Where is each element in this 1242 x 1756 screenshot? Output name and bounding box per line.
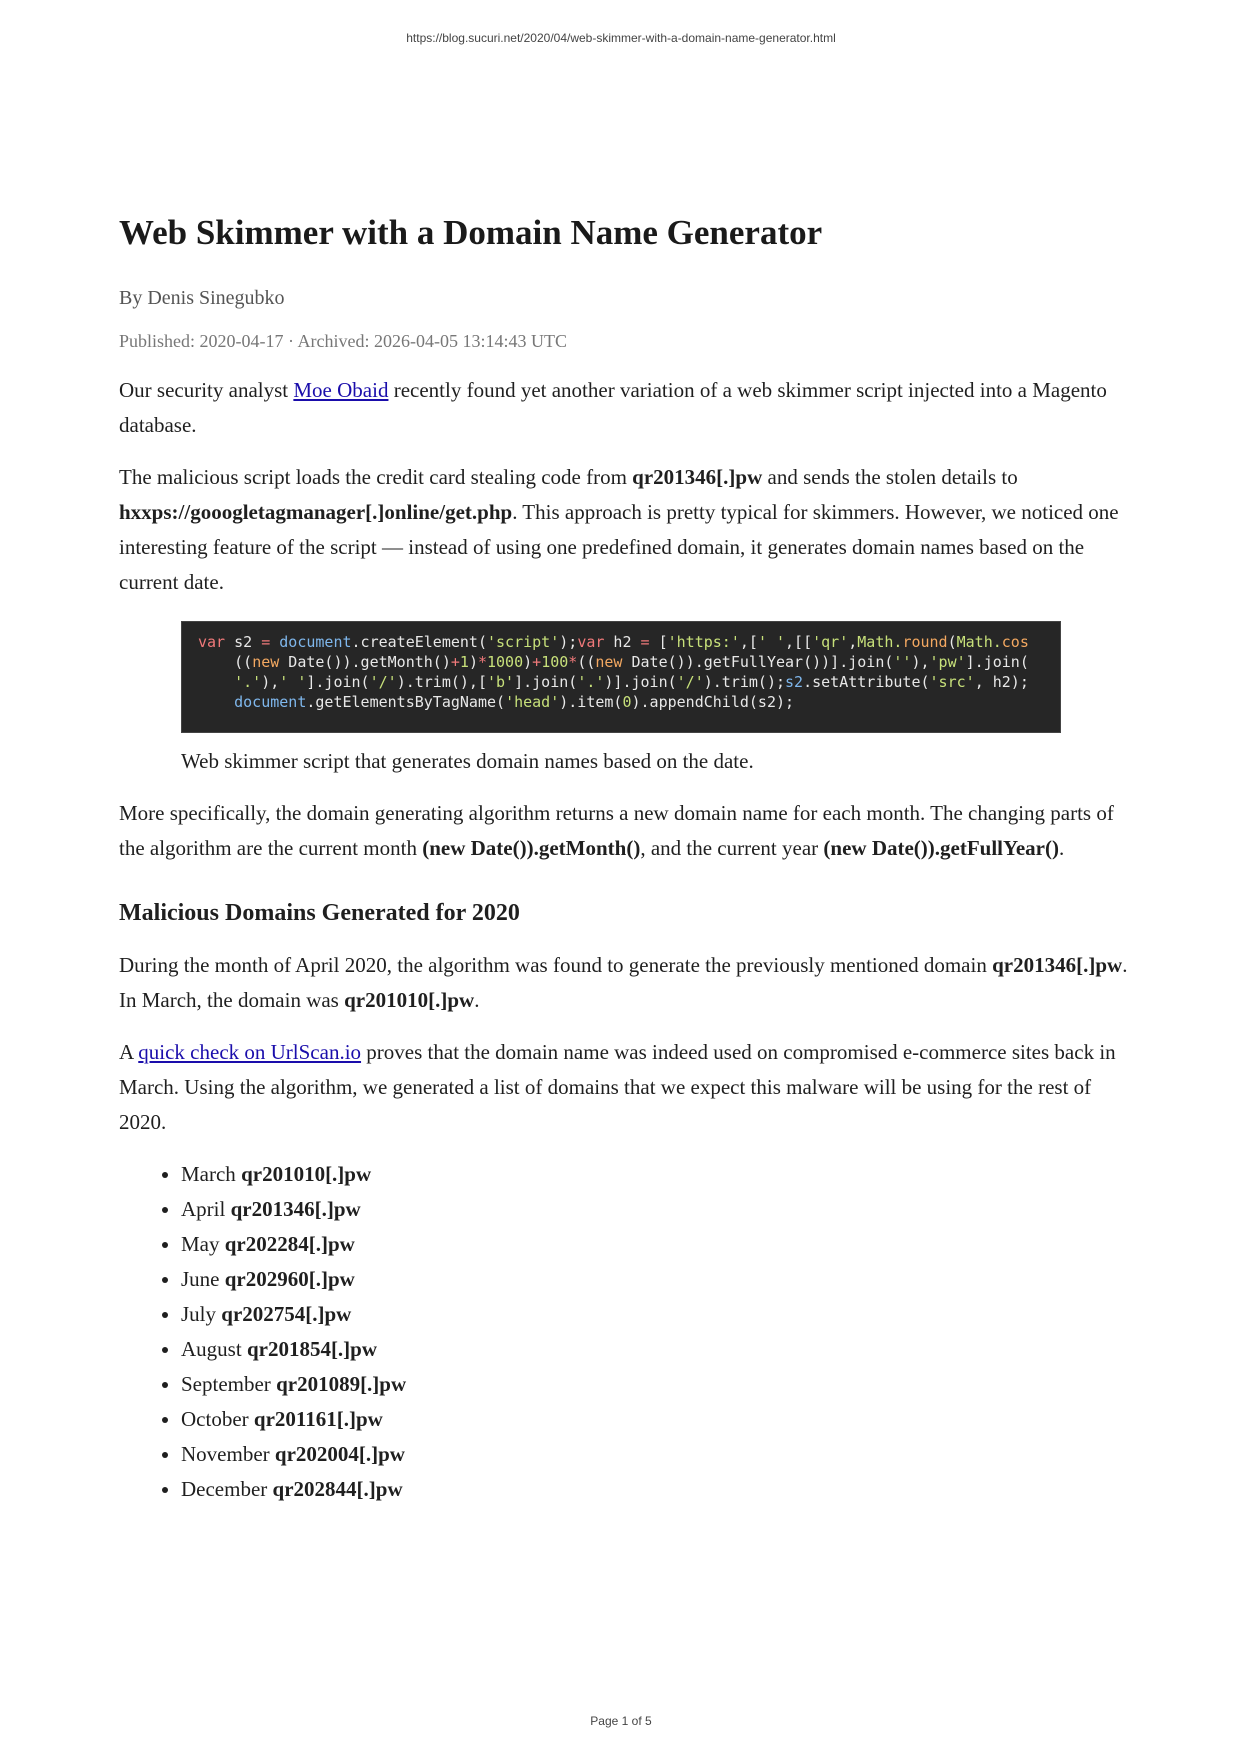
section-heading: Malicious Domains Generated for 2020 <box>119 900 520 927</box>
code-token: ).item( <box>559 693 623 712</box>
figure-caption: Web skimmer script that generates domain names based on the date. <box>181 749 754 774</box>
domain-month: May <box>181 1231 220 1256</box>
code-token: Date()).getFullYear())].join( <box>622 653 894 672</box>
p5-text-1: A <box>119 1039 139 1064</box>
code-token: ].join( <box>514 673 578 692</box>
p3-bold-month: (new Date()).getMonth() <box>422 836 641 861</box>
code-token: 'b' <box>487 673 515 692</box>
code-token: round <box>902 633 948 652</box>
code-token: .createElement( <box>351 633 487 652</box>
code-token: (( <box>577 653 596 672</box>
code-token: 'src' <box>929 673 975 692</box>
code-token: '.' <box>577 673 605 692</box>
code-token: * <box>568 653 578 672</box>
p4-text-2: . In March, the domain was <box>119 952 1128 1012</box>
domain-month: July <box>181 1301 217 1326</box>
code-token: 'pw' <box>929 653 966 672</box>
code-token: '' <box>893 653 912 672</box>
list-item <box>181 1262 1129 1297</box>
domain-name: qr202284[.]pw <box>224 1231 355 1256</box>
p4-bold-march-domain: qr201010[.]pw <box>344 987 475 1012</box>
list-item <box>181 1402 1129 1437</box>
code-token: 'https:' <box>667 633 740 652</box>
code-token: ,[[ <box>785 633 813 652</box>
urlscan-paragraph <box>119 1035 1129 1140</box>
p2-bold-domain: qr201346[.]pw <box>632 465 763 490</box>
code-token: )].join( <box>604 673 677 692</box>
list-item <box>181 1332 1129 1367</box>
domain-month: August <box>181 1336 242 1361</box>
code-token: = <box>261 633 271 652</box>
code-token: new <box>595 653 623 672</box>
p4-text-3: . <box>474 987 480 1012</box>
code-token: 1 <box>459 653 469 672</box>
p4-text-1: During the month of April 2020, the algorithm was found to generate the previously mentioned domain <box>119 952 993 977</box>
code-token: ].join( <box>965 653 1029 672</box>
p4-bold-april-domain: qr201346[.]pw <box>992 952 1123 977</box>
code-token: ,[ <box>739 633 758 652</box>
code-token: 0 <box>622 693 632 712</box>
domain-name: qr202004[.]pw <box>274 1441 405 1466</box>
print-url-header: https://blog.sucuri.net/2020/04/web-skimmer-with-a-domain-name-generator.html <box>406 31 836 45</box>
code-token: + <box>450 653 460 672</box>
domain-month: September <box>181 1371 271 1396</box>
domain-name: qr201089[.]pw <box>276 1371 407 1396</box>
code-token: Math. <box>956 633 1002 652</box>
domain-name: qr201346[.]pw <box>230 1196 361 1221</box>
code-token: document <box>234 693 307 712</box>
code-token: s2 <box>785 673 804 692</box>
code-token: new <box>252 653 280 672</box>
code-token <box>198 673 234 691</box>
code-token: var <box>577 633 605 652</box>
code-token: ); <box>559 633 578 652</box>
code-token: = <box>640 633 650 652</box>
p2-text-3: . This approach is pretty typical for skimmers. However, we noticed one interesting feature of the script — instead of using one predefined domain, it generates domain names based on the current date. <box>119 500 1119 595</box>
code-token: ).trim(); <box>703 673 786 692</box>
list-item <box>181 1227 1129 1262</box>
intro-text-2: recently found yet another variation of a web skimmer script injected into a Magento database. <box>119 378 1107 438</box>
code-token: , h2); <box>974 673 1029 692</box>
code-token: 100 <box>541 653 569 672</box>
p3-text-3: . <box>1058 836 1065 861</box>
code-token: 'head' <box>505 693 560 712</box>
code-token: ).trim(),[ <box>396 673 487 692</box>
code-token: '.' <box>234 673 262 692</box>
domain-name: qr202960[.]pw <box>224 1266 355 1291</box>
code-token: ), <box>261 673 280 692</box>
domain-name: qr202754[.]pw <box>221 1301 352 1326</box>
code-token: Date()).getMonth() <box>279 653 451 672</box>
code-token: Math. <box>857 633 903 652</box>
code-token: ( <box>947 633 957 652</box>
code-token: document <box>270 633 352 652</box>
list-item <box>181 1472 1129 1507</box>
list-item <box>181 1157 1129 1192</box>
domain-month: June <box>181 1266 220 1291</box>
p3-text-2: , and the current year <box>640 836 824 861</box>
code-token: ) <box>468 653 478 672</box>
domain-month: December <box>181 1476 268 1501</box>
p2-text-1: The malicious script loads the credit card stealing code from <box>119 465 633 490</box>
intro-text-1: Our security analyst <box>119 378 294 403</box>
domain-name: qr201161[.]pw <box>253 1406 383 1431</box>
code-token: (( <box>198 653 253 672</box>
code-figure <box>181 621 1129 776</box>
domain-name: qr201010[.]pw <box>241 1161 372 1186</box>
algorithm-paragraph <box>119 796 1129 866</box>
p3-text-1: More specifically, the domain generating algorithm returns a new domain name for each month. The changing parts of the algorithm are the current month <box>119 801 1114 861</box>
code-token: h2 <box>604 633 641 652</box>
code-token: ].join( <box>306 673 370 692</box>
domain-name: qr201854[.]pw <box>246 1336 378 1361</box>
list-item <box>181 1192 1129 1227</box>
domain-month: November <box>181 1441 275 1466</box>
code-token: 1000 <box>487 653 524 672</box>
code-token: cos <box>1001 633 1029 652</box>
domain-month: March <box>181 1161 236 1186</box>
intro-paragraph <box>119 373 1129 443</box>
code-token: 'script' <box>487 633 560 652</box>
p2-text-2: and sends the stolen details to <box>762 465 1018 490</box>
code-screenshot <box>181 621 1061 733</box>
analyst-link[interactable]: Moe Obaid <box>293 378 389 403</box>
code-token: , <box>848 633 858 652</box>
article-meta: Published: 2020-04-17 · Archived: 2026-04-05 13:14:43 UTC <box>119 331 567 351</box>
code-token: ).appendChild(s2); <box>631 693 795 712</box>
code-token: ), <box>911 653 930 672</box>
code-token: + <box>532 653 542 672</box>
urlscan-link[interactable]: quick check on UrlScan.io <box>138 1039 362 1064</box>
code-token: '/' <box>369 673 397 692</box>
code-token: .setAttribute( <box>803 673 930 692</box>
domain-name: qr202844[.]pw <box>272 1476 403 1501</box>
april-paragraph <box>119 948 1129 1018</box>
list-item <box>181 1367 1129 1402</box>
code-token: ) <box>523 653 533 672</box>
code-token: s2 <box>225 633 262 652</box>
article-title: Web Skimmer with a Domain Name Generator <box>119 213 823 252</box>
list-item <box>181 1297 1129 1332</box>
domain-month: October <box>181 1406 249 1431</box>
code-token: '/' <box>676 673 704 692</box>
p2-bold-exfil-url: hxxps://gooogletagmanager[.]online/get.php <box>119 500 513 525</box>
p5-text-2: proves that the domain name was indeed used on compromised e-commerce sites back in March. Using the algorithm, we generated a list of domains that we expect this malware will be using for the rest of 2020. <box>119 1039 1116 1134</box>
code-token: var <box>198 633 226 652</box>
code-token: * <box>477 653 487 672</box>
script-description-paragraph <box>119 460 1129 600</box>
code-token: [ <box>649 633 668 652</box>
code-token: .getElementsByTagName( <box>306 693 506 712</box>
code-token: ' ' <box>757 633 786 652</box>
page-number-footer: Page 1 of 5 <box>590 1714 652 1728</box>
list-item <box>181 1437 1129 1472</box>
domain-list <box>119 1157 1129 1507</box>
domain-month: April <box>181 1196 226 1221</box>
code-token: ' ' <box>279 673 307 692</box>
article <box>119 212 1129 1507</box>
p3-bold-year: (new Date()).getFullYear() <box>823 836 1059 861</box>
code-token <box>198 693 234 711</box>
article-byline: By Denis Sinegubko <box>119 287 285 309</box>
code-token: 'qr' <box>812 633 849 652</box>
